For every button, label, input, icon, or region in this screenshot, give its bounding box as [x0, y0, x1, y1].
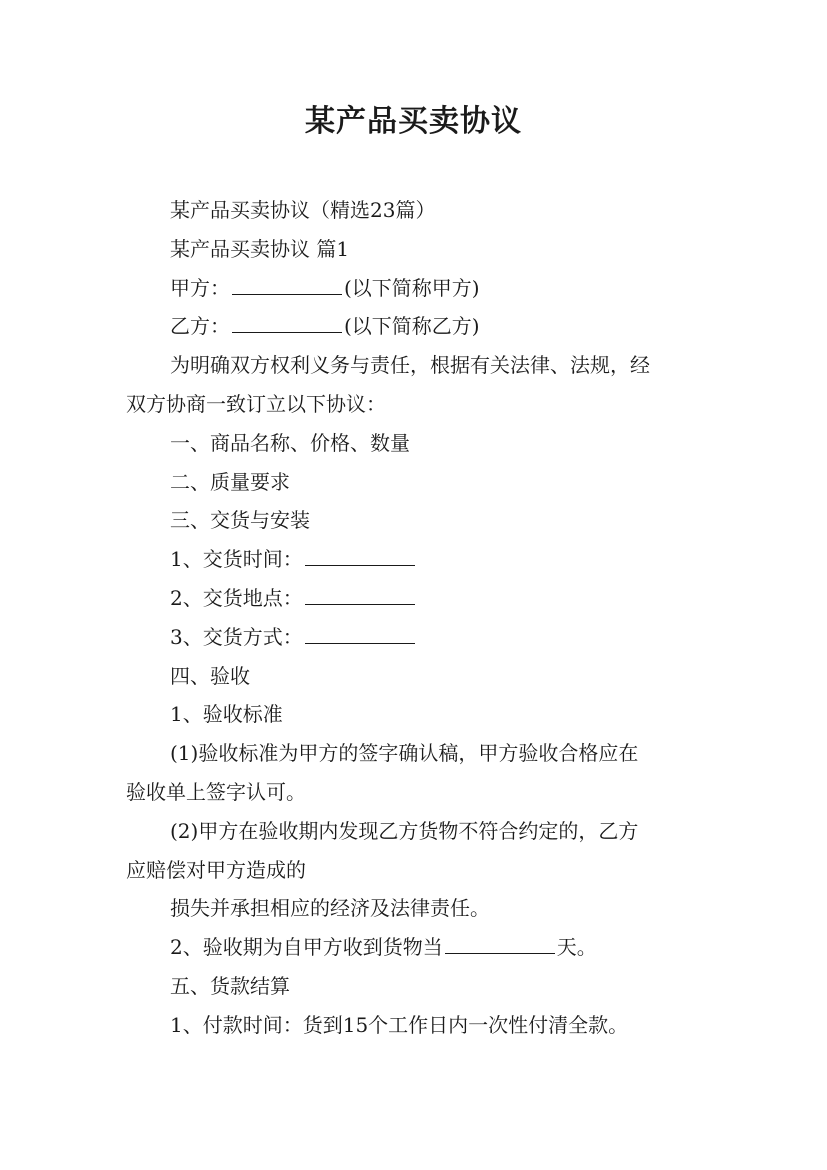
document-body — [126, 191, 706, 1045]
acceptance-standard-heading: 1、验收标准 — [170, 702, 283, 727]
acceptance-period-suffix: 天。 — [556, 935, 597, 960]
party-a-label: 甲方： — [170, 275, 230, 300]
section-5-heading: 五、货款结算 — [170, 973, 290, 998]
party-b-label: 乙方： — [170, 314, 230, 339]
section-3-heading: 三、交货与安装 — [170, 508, 310, 533]
party-b-blank — [232, 310, 342, 333]
delivery-place-label: 2、交货地点： — [170, 585, 303, 610]
party-a-blank — [232, 272, 342, 295]
document-title: 某产品买卖协议 — [305, 104, 522, 139]
delivery-time-line — [126, 540, 706, 579]
clause-2-line-3: 损失并承担相应的经济及法律责任。 — [170, 896, 490, 921]
document-subtitle: 某产品买卖协议（精选23篇） — [170, 198, 436, 222]
intro-line-2: 双方协商一致订立以下协议： — [126, 391, 386, 416]
delivery-method-blank — [305, 621, 415, 644]
delivery-time-blank — [305, 543, 415, 566]
intro-line-1: 为明确双方权利义务与责任，根据有关法律、法规，经 — [170, 353, 650, 378]
party-b-suffix: (以下简称乙方) — [344, 314, 480, 339]
party-a-line — [126, 269, 706, 308]
party-a-suffix: (以下简称甲方) — [344, 275, 480, 300]
delivery-method-line — [126, 618, 706, 657]
delivery-place-blank — [305, 582, 415, 605]
party-b-line — [126, 307, 706, 346]
delivery-place-line — [126, 579, 706, 618]
section-4-heading: 四、验收 — [170, 663, 250, 688]
delivery-method-label: 3、交货方式： — [170, 624, 303, 649]
payment-time-line: 1、付款时间：货到15个工作日内一次性付清全款。 — [170, 1012, 629, 1037]
acceptance-period-blank — [445, 931, 555, 954]
acceptance-period-prefix: 2、验收期为自甲方收到货物当 — [170, 935, 443, 960]
delivery-time-label: 1、交货时间： — [170, 547, 303, 572]
clause-1-line-2: 验收单上签字认可。 — [126, 779, 306, 804]
clause-1-line-1: (1)验收标准为甲方的签字确认稿，甲方验收合格应在 — [170, 741, 639, 766]
acceptance-period-line — [126, 928, 706, 967]
section-2-heading: 二、质量要求 — [170, 469, 290, 494]
clause-2-line-1: (2)甲方在验收期内发现乙方货物不符合约定的，乙方 — [170, 818, 639, 843]
clause-2-line-2: 应赔偿对甲方造成的 — [126, 857, 306, 882]
section-1-heading: 一、商品名称、价格、数量 — [170, 430, 410, 455]
chapter-heading: 某产品买卖协议 篇1 — [170, 236, 350, 261]
